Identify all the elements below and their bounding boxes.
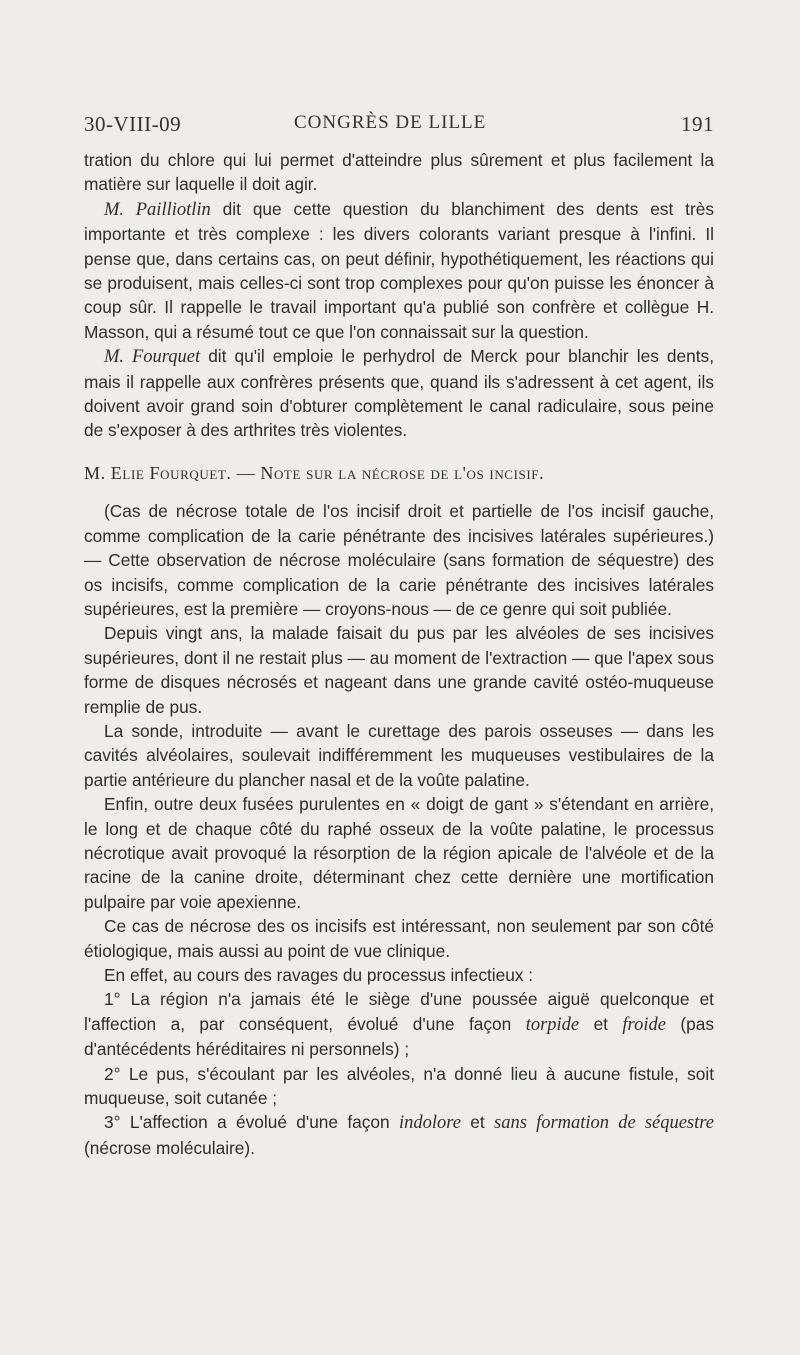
section-note-title: Note sur la nécrose de l'os incisif. <box>260 462 545 483</box>
section-author: M. Elie Fourquet. <box>84 462 232 483</box>
paragraph: Enfin, outre deux fusées purulentes en « doigt de gant » s'étendant en arrière, le long et de chaque côté du raphé osseux de la voûte palatine, le processus nécrotique avait provoqué la résorption de la région apicale de l'alvéole et de la racine de la canine droite, déterminant chez cette dernière une mortification pulpaire par voie apexienne. <box>84 794 714 912</box>
list-item: 3° L'affection a évolué d'une façon indolore et sans formation de séquestre (nécrose moléculaire). <box>84 1112 714 1158</box>
list-item: 1° La région n'a jamais été le siège d'une poussée aiguë quelconque et l'affection a, par conséquent, évolué d'une façon torpide et froide (pas d'antécédents héréditaires ni personnels) ; <box>84 989 714 1060</box>
list-item: 2° Le pus, s'écoulant par les alvéoles, n'a donné lieu à aucune fistule, soit muqueuse, soit cutanée ; <box>84 1063 714 1109</box>
paragraph: M. Fourquet dit qu'il emploie le perhydrol de Merck pour blanchir les dents, mais il rappelle aux confrères présents que, quand ils s'adressent à cet agent, ils doivent avoir grand soin d'obturer complètement le canal radiculaire, sous peine de s'exposer à des arthrites très violentes. <box>84 346 714 441</box>
header-title: CONGRÈS DE LILLE <box>294 112 487 133</box>
speaker-name: M. Pailliotlin <box>104 199 211 220</box>
paragraph: Ce cas de nécrose des os incisifs est intéressant, non seulement par son côté étiologique, mais aussi au point de vue clinique. <box>84 916 714 961</box>
paragraph: La sonde, introduite — avant le curettage des parois osseuses — dans les cavités alvéolaires, soulevait indifféremment les muqueuses vestibulaires de la partie antérieure du plancher nasal et de la voûte palatine. <box>84 720 714 790</box>
running-header <box>84 112 714 140</box>
paragraph: (Cas de nécrose totale de l'os incisif droit et partielle de l'os incisif gauche, comme complication de la carie pénétrante des incisives latérales supérieures.) — Cette observation de nécrose moléculaire (sans formation de séquestre) des os incisifs, comme complication de la carie pénétrante des incisives latérales supérieures, est la première — croyons-nous — de ce genre qui soit publiée. <box>84 501 714 619</box>
section-title: M. Elie Fourquet. — Note sur la nécrose de l'os incisif. <box>84 462 545 483</box>
paragraph: M. Pailliotlin dit que cette question du blanchiment des dents est très importante et très complexe : les divers colorants variant presque à l'infini. Il pense que, dans certains cas, on peut définir, hypothétiquement, les réactions qui se produisent, mais celles-ci sont trop complexes pour qu'on puisse les énoncer à coup sûr. Il rappelle le travail important qu'a publié son confrère et collègue H. Masson, qui a résumé tout ce que l'on connaissait sur la question. <box>84 198 714 342</box>
page-number: 191 <box>681 112 714 136</box>
speaker-name: M. Fourquet <box>104 347 201 368</box>
paragraph: Depuis vingt ans, la malade faisait du pus par les alvéoles de ses incisives supérieures, dont il ne restait plus — au moment de l'extraction — que l'apex sous forme de disques nécrosés et nageant dans une grande cavité ostéo-muqueuse remplie de pus. <box>84 623 714 717</box>
paragraph: En effet, au cours des ravages du processus infectieux : <box>104 965 534 985</box>
paragraph: tration du chlore qui lui permet d'atteindre plus sûrement et plus facilement la matière sur laquelle il doit agir. <box>84 150 714 195</box>
body-text <box>84 148 714 1160</box>
header-date: 30-VIII-09 <box>84 112 182 136</box>
